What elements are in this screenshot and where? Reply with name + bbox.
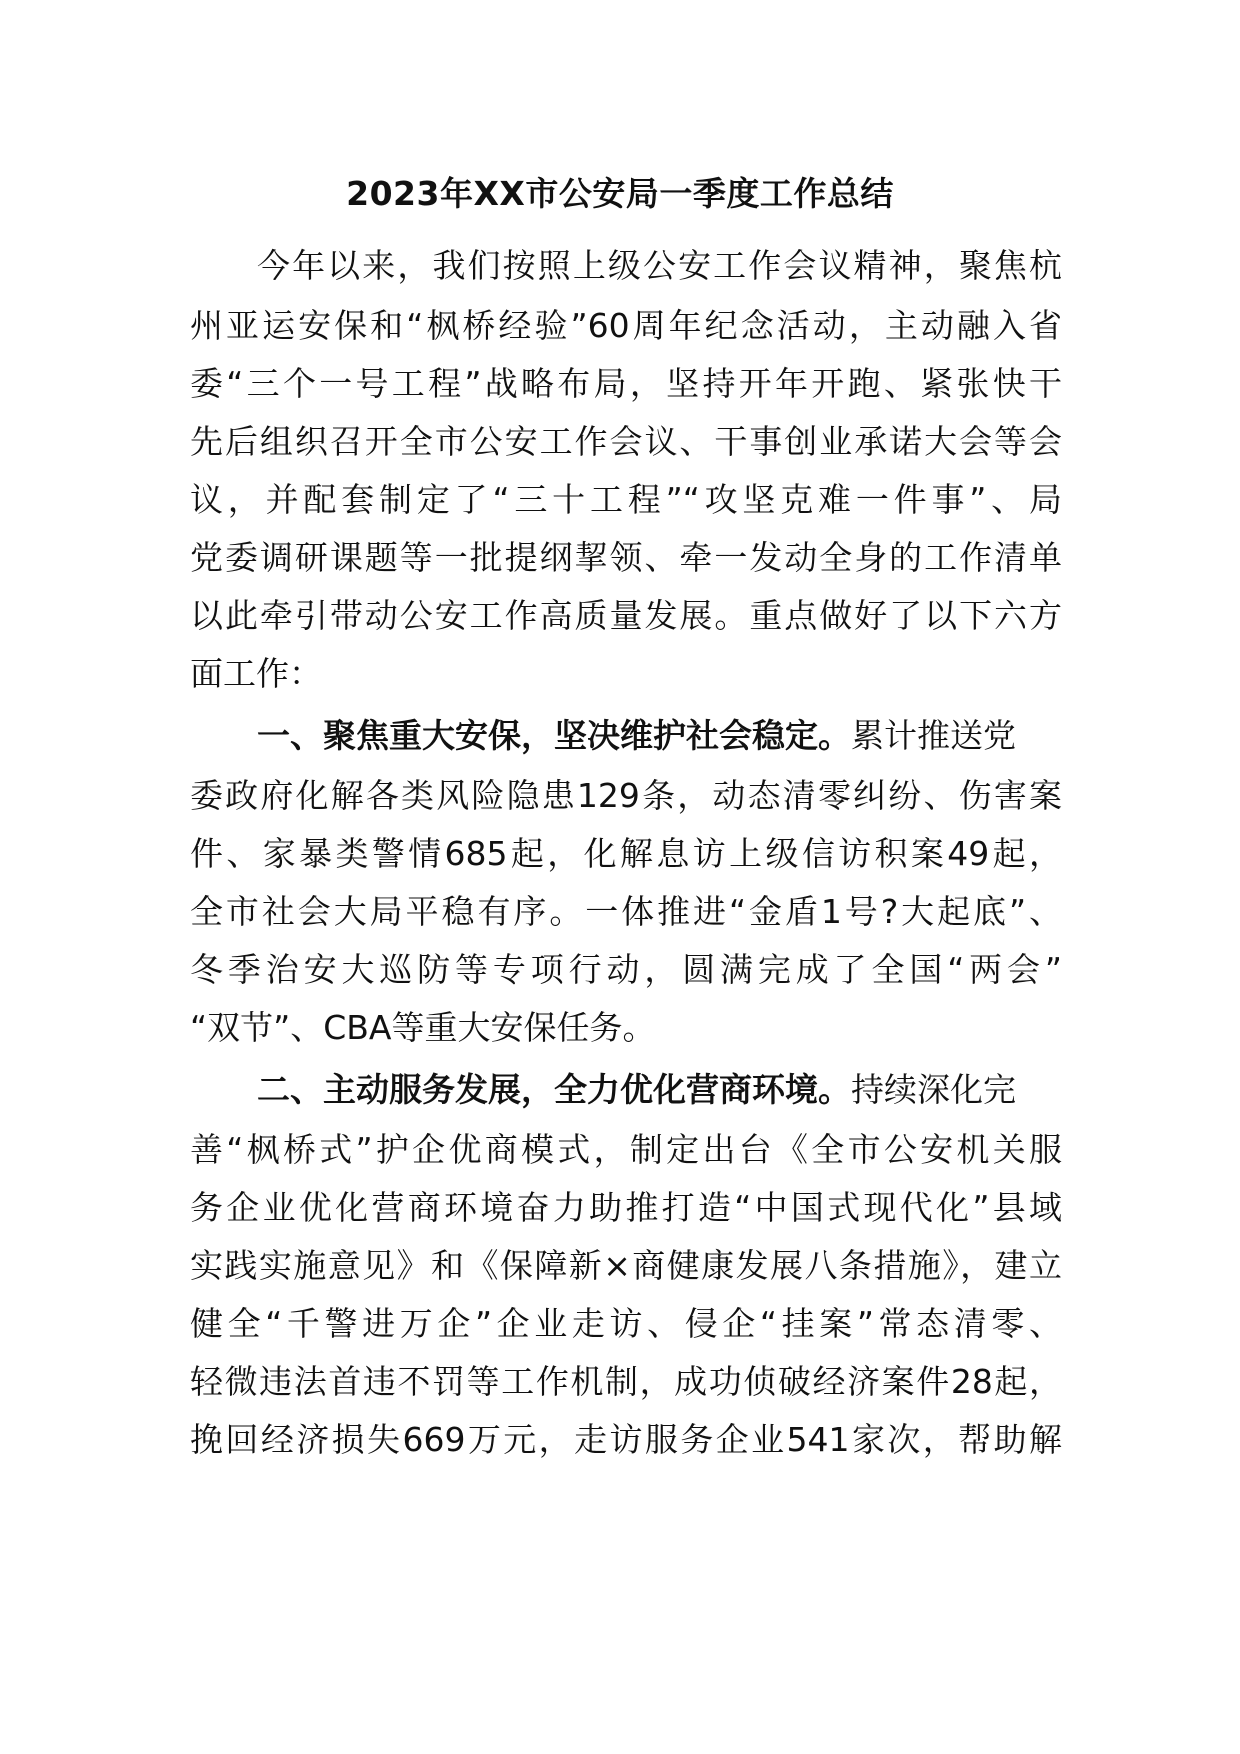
intro-line-7: 以此牵引带动公安工作高质量发展。重点做好了以下六方 [190, 596, 1062, 635]
section-2-line-2: 善“枫桥式”护企优商模式，制定出台《全市公安机关服 [190, 1130, 1062, 1169]
intro-line-3: 委“三个一号工程”战略布局，坚持开年开跑、紧张快干 [190, 364, 1062, 403]
section-1-line-5: 冬季治安大巡防等专项行动，圆满完成了全国“两会” [190, 950, 1062, 989]
section-1-line-2: 委政府化解各类风险隐患129条，动态清零纠纷、伤害案 [190, 776, 1062, 815]
intro-line-6: 党委调研课题等一批提纲挈领、牵一发动全身的工作清单 [190, 538, 1062, 577]
document-title: 2023年XX市公安局一季度工作总结 [346, 174, 894, 213]
section-2-line-5: 健全“千警进万企”企业走访、侵企“挂案”常态清零、 [190, 1304, 1062, 1343]
section-1-first-line [257, 714, 1062, 758]
section-1-first-tail: 累计推送党 [851, 716, 1016, 755]
intro-line-8: 面工作： [190, 654, 322, 693]
section-2-line-4: 实践实施意见》和《保障新×商健康发展八条措施》，建立 [190, 1246, 1062, 1285]
section-1-line-6: “双节”、CBA等重大安保任务。 [190, 1008, 656, 1047]
section-1-line-3: 件、家暴类警情685起，化解息访上级信访积案49起， [190, 834, 1062, 873]
intro-line-5: 议，并配套制定了“三十工程”“攻坚克难一件事”、局 [190, 480, 1062, 519]
section-2-heading: 二、主动服务发展，全力优化营商环境。 [257, 1070, 851, 1109]
section-2-line-3: 务企业优化营商环境奋力助推打造“中国式现代化”县域 [190, 1188, 1062, 1227]
section-2-line-6: 轻微违法首违不罚等工作机制，成功侦破经济案件28起， [190, 1362, 1062, 1401]
section-2-line-7: 挽回经济损失669万元，走访服务企业541家次，帮助解 [190, 1420, 1062, 1459]
intro-line-2: 州亚运安保和“枫桥经验”60周年纪念活动，主动融入省 [190, 306, 1062, 345]
intro-line-4: 先后组织召开全市公安工作会议、干事创业承诺大会等会 [190, 422, 1062, 461]
section-2-first-line [257, 1068, 1062, 1112]
section-2-first-tail: 持续深化完 [851, 1070, 1016, 1109]
section-1-heading: 一、聚焦重大安保，坚决维护社会稳定。 [257, 716, 851, 755]
intro-line-1: 今年以来，我们按照上级公安工作会议精神，聚焦杭 [257, 246, 1062, 285]
section-1-line-4: 全市社会大局平稳有序。一体推进“金盾1号?大起底”、 [190, 892, 1062, 931]
